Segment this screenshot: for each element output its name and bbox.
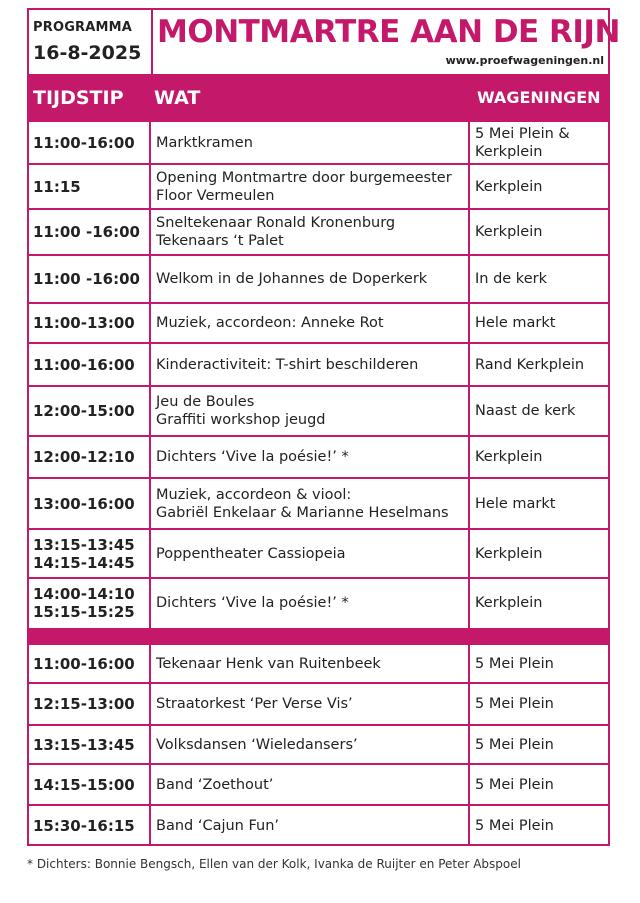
activity-cell-line: Floor Vermeulen xyxy=(156,187,275,204)
location-cell-line: Kerkplein xyxy=(475,144,543,160)
programme-date-box xyxy=(29,10,153,74)
location-cell-line: Rand Kerkplein xyxy=(475,356,585,373)
programme-label: PROGRAMMA xyxy=(33,20,133,35)
location-cell xyxy=(475,122,606,164)
location-cell-line: 5 Mei Plein xyxy=(475,817,554,834)
time-cell-line: 15:30-16:15 xyxy=(33,816,135,835)
activity-cell-line: Kinderactiviteit: T-shirt beschilderen xyxy=(156,356,419,373)
activity-cell xyxy=(156,209,472,255)
location-cell-line: 5 Mei Plein xyxy=(475,656,554,672)
column-header-time: TIJDSTIP xyxy=(33,87,124,109)
activity-cell xyxy=(156,255,472,303)
time-cell xyxy=(33,764,149,805)
time-cell xyxy=(33,122,149,164)
column-header-where: WAGENINGEN xyxy=(477,88,601,107)
time-cell-line: 11:00 -16:00 xyxy=(33,270,140,288)
activity-cell xyxy=(156,725,472,764)
time-cell xyxy=(33,436,149,478)
time-cell xyxy=(33,725,149,764)
activity-cell-line: Muziek, accordeon & viool: xyxy=(156,486,352,503)
time-cell-line: 13:00-16:00 xyxy=(33,494,135,513)
location-cell xyxy=(475,645,606,683)
time-cell xyxy=(33,683,149,725)
location-cell xyxy=(475,478,606,529)
page-title: MONTMARTRE AAN DE RIJN xyxy=(157,14,620,50)
location-cell xyxy=(475,209,606,255)
location-cell-line: 5 Mei Plein xyxy=(475,736,554,753)
time-cell-line: 15:15-15:25 xyxy=(33,603,135,621)
location-cell xyxy=(475,578,606,628)
time-cell-line: 11:00-13:00 xyxy=(33,314,135,332)
location-cell-line: 5 Mei Plein xyxy=(475,696,554,712)
time-cell-line: 12:00-12:10 xyxy=(33,448,135,466)
location-cell xyxy=(475,303,606,343)
time-cell xyxy=(33,255,149,303)
location-cell xyxy=(475,764,606,805)
time-cell xyxy=(33,303,149,343)
time-cell xyxy=(33,805,149,846)
location-cell xyxy=(475,529,606,578)
column-header-what: WAT xyxy=(154,87,201,109)
activity-cell-line: Marktkramen xyxy=(156,135,253,151)
column-divider xyxy=(149,74,151,846)
activity-cell-line: Dichters ‘Vive la poésie!’ * xyxy=(156,449,349,465)
time-cell xyxy=(33,164,149,209)
location-cell-line: In de kerk xyxy=(475,271,547,287)
location-cell xyxy=(475,436,606,478)
location-cell xyxy=(475,164,606,209)
time-cell xyxy=(33,578,149,628)
activity-cell-line: Graffiti workshop jeugd xyxy=(156,412,326,428)
location-cell-line: Kerkplein xyxy=(475,545,543,562)
location-cell-line: Kerkplein xyxy=(475,178,543,195)
activity-cell xyxy=(156,436,472,478)
activity-cell xyxy=(156,529,472,578)
activity-cell-line: Tekenaars ‘t Palet xyxy=(156,233,284,249)
activity-cell xyxy=(156,683,472,725)
location-cell xyxy=(475,343,606,386)
location-cell-line: 5 Mei Plein & xyxy=(475,126,570,142)
time-cell xyxy=(33,386,149,436)
location-cell-line: Kerkplein xyxy=(475,595,543,611)
time-cell xyxy=(33,343,149,386)
activity-cell-line: Muziek, accordeon: Anneke Rot xyxy=(156,315,384,331)
activity-cell-line: Jeu de Boules xyxy=(156,394,255,410)
table-header xyxy=(29,74,608,122)
activity-cell-line: Opening Montmartre door burgemeester xyxy=(156,169,452,186)
section-divider xyxy=(29,628,608,645)
time-cell-line: 11:15 xyxy=(33,177,81,196)
programme-header xyxy=(29,10,620,76)
location-cell xyxy=(475,683,606,725)
activity-cell-line: Sneltekenaar Ronald Kronenburg xyxy=(156,215,396,231)
location-cell-line: Kerkplein xyxy=(475,224,543,240)
activity-cell-line: Volksdansen ‘Wieledansers’ xyxy=(156,736,358,753)
activity-cell-line: Band ‘Zoethout’ xyxy=(156,776,274,793)
time-cell-line: 12:00-15:00 xyxy=(33,402,135,420)
time-cell xyxy=(33,209,149,255)
activity-cell xyxy=(156,164,472,209)
programme-frame xyxy=(27,8,620,846)
time-cell xyxy=(33,478,149,529)
activity-cell xyxy=(156,764,472,805)
activity-cell xyxy=(156,645,472,683)
time-cell-line: 14:00-14:10 xyxy=(33,585,135,603)
time-cell-line: 13:15-13:45 xyxy=(33,735,135,754)
time-cell-line: 11:00-16:00 xyxy=(33,655,135,673)
activity-cell xyxy=(156,386,472,436)
activity-cell-line: Gabriël Enkelaar & Marianne Heselmans xyxy=(156,504,449,521)
programme-date: 16-8-2025 xyxy=(33,42,142,64)
location-cell xyxy=(475,805,606,846)
location-cell-line: Kerkplein xyxy=(475,449,543,465)
location-cell-line: Naast de kerk xyxy=(475,403,576,419)
time-cell xyxy=(33,529,149,578)
activity-cell-line: Welkom in de Johannes de Doperkerk xyxy=(156,271,428,287)
location-cell xyxy=(475,725,606,764)
activity-cell xyxy=(156,303,472,343)
activity-cell-line: Band ‘Cajun Fun’ xyxy=(156,817,280,834)
time-cell-line: 12:15-13:00 xyxy=(33,695,135,713)
location-cell-line: Hele markt xyxy=(475,315,556,331)
footnote: * Dichters: Bonnie Bengsch, Ellen van der Kolk, Ivanka de Ruijter en Peter Abspoel xyxy=(27,857,521,871)
time-cell xyxy=(33,645,149,683)
activity-cell xyxy=(156,805,472,846)
location-cell-line: Hele markt xyxy=(475,495,556,512)
location-cell xyxy=(475,255,606,303)
website-link[interactable]: www.proefwageningen.nl xyxy=(445,54,604,67)
activity-cell-line: Poppentheater Cassiopeia xyxy=(156,545,346,562)
activity-cell xyxy=(156,122,472,164)
activity-cell-line: Tekenaar Henk van Ruitenbeek xyxy=(156,656,381,672)
time-cell-line: 11:00-16:00 xyxy=(33,134,135,152)
time-cell-line: 14:15-14:45 xyxy=(33,553,135,572)
time-cell-line: 11:00-16:00 xyxy=(33,355,135,374)
time-cell-line: 11:00 -16:00 xyxy=(33,223,140,241)
activity-cell-line: Straatorkest ‘Per Verse Vis’ xyxy=(156,696,353,712)
activity-cell xyxy=(156,343,472,386)
activity-cell xyxy=(156,478,472,529)
location-cell xyxy=(475,386,606,436)
location-cell-line: 5 Mei Plein xyxy=(475,776,554,793)
time-cell-line: 14:15-15:00 xyxy=(33,775,135,794)
activity-cell xyxy=(156,578,472,628)
time-cell-line: 13:15-13:45 xyxy=(33,535,135,554)
activity-cell-line: Dichters ‘Vive la poésie!’ * xyxy=(156,595,349,611)
